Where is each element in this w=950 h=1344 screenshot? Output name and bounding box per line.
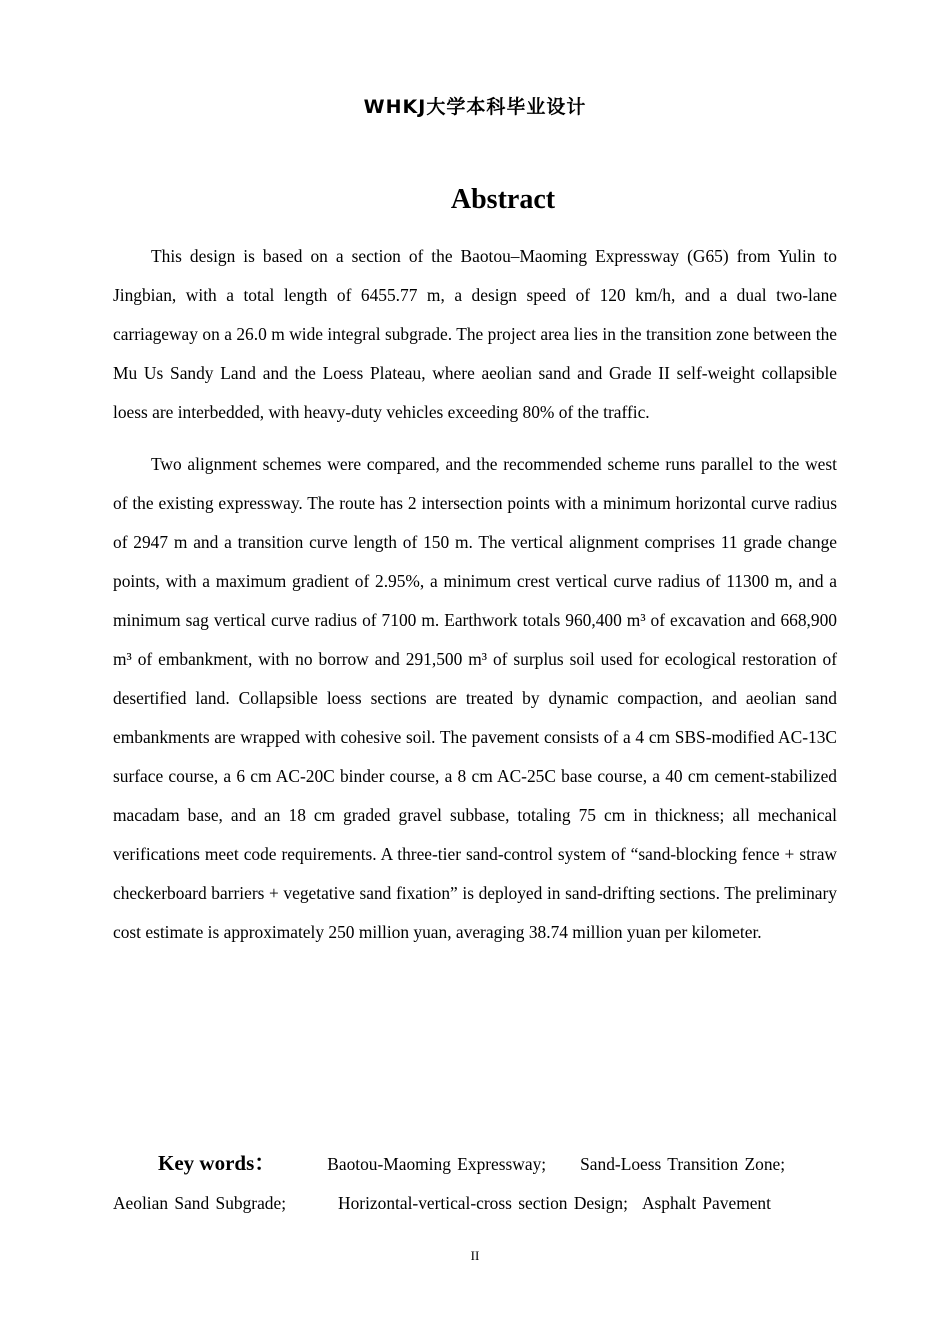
running-header: WHKJ大学本科毕业设计 <box>363 96 587 118</box>
abstract-paragraph-1: This design is based on a section of the Baotou–Maoming Expressway (G65) from Yulin to Jingbian, with a total length of 6455.77 m, a design speed of 120 km/h, and a dual two-lane carriageway on a 26.0 m wide integral subgrade. The project area lies in the transition zone between the Mu Us Sandy Land and the Loess Plateau, where aeolian sand and Grade II self-weight collapsible loess are interbedded, with heavy-duty vehicles exceeding 80% of the traffic. <box>113 246 837 422</box>
abstract-body <box>113 237 837 952</box>
keyword-term: Sand-Loess Transition Zone; <box>580 1154 786 1174</box>
abstract-title: Abstract <box>450 184 556 215</box>
keyword-term: Horizontal-vertical-cross section Design; <box>338 1193 628 1213</box>
keywords-section <box>113 1144 837 1223</box>
keywords-label: Key words： <box>158 1151 276 1175</box>
page-number: II <box>470 1248 480 1263</box>
keyword-term: Aeolian Sand Subgrade; <box>113 1193 287 1213</box>
abstract-paragraph-2: Two alignment schemes were compared, and the recommended scheme runs parallel to the west of the existing expressway. The route has 2 intersection points with a minimum horizontal curve radius of 2947 m and a transition curve length of 150 m. The vertical alignment comprises 11 grade change points, with a maximum gradient of 2.95%, a minimum crest vertical curve radius of 11300 m, and a minimum sag vertical curve radius of 7100 m. Earthwork totals 960,400 m³ of excavation and 668,900 m³ of embankment, with no borrow and 291,500 m³ of surplus soil used for ecological restoration of desertified land. Collapsible loess sections are treated by dynamic compaction, and aeolian sand embankments are wrapped with cohesive soil. The pavement consists of a 4 cm SBS-modified AC-13C surface course, a 6 cm AC-20C binder course, a 8 cm AC-25C base course, a 40 cm cement-stabilized macadam base, and an 18 cm graded gravel subbase, totaling 75 cm in thickness; all mechanical verifications meet code requirements. A three-tier sand-control system of “sand-blocking fence + straw checkerboard barriers + vegetative sand fixation” is deployed in sand-drifting sections. The preliminary cost estimate is approximately 250 million yuan, averaging 38.74 million yuan per kilometer. <box>113 454 837 942</box>
keyword-term: Baotou-Maoming Expressway; <box>327 1154 547 1174</box>
keyword-term: Asphalt Pavement <box>641 1193 771 1213</box>
